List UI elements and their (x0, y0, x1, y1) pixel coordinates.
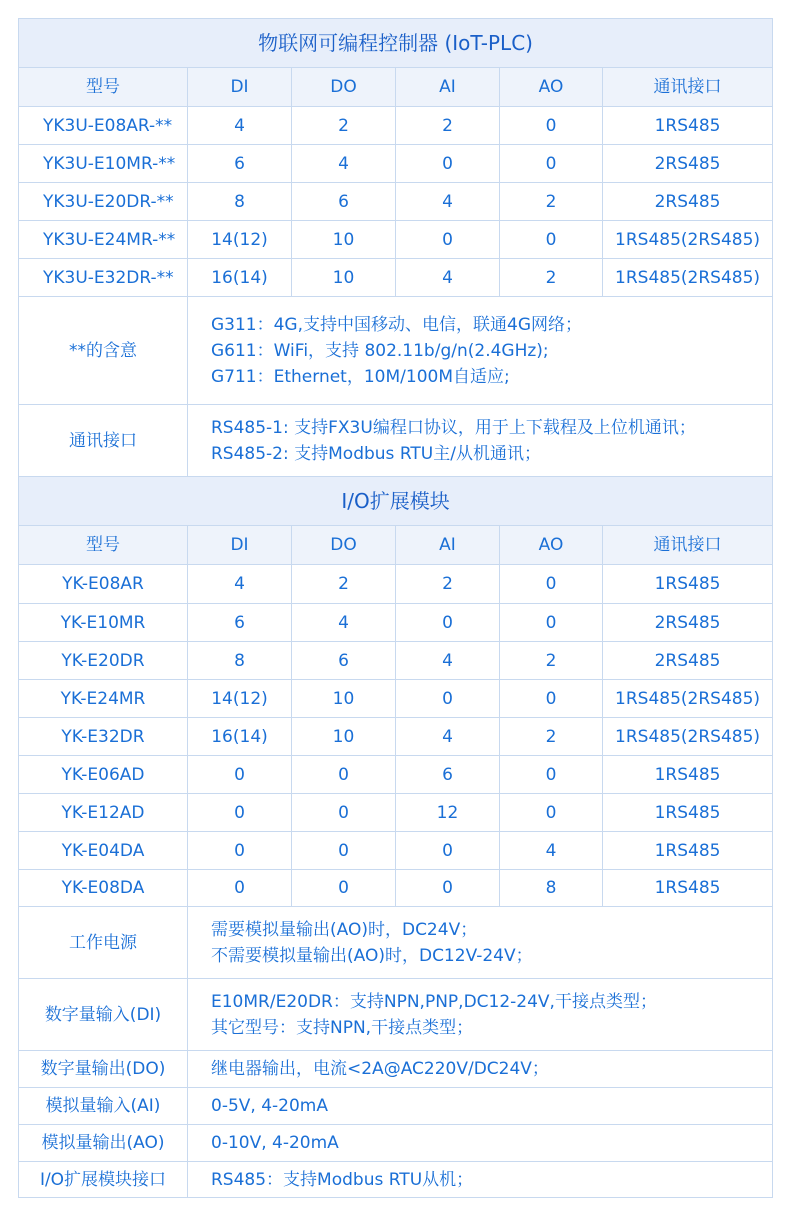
note-row (19, 1162, 773, 1198)
note-line: 0-5V, 4-20mA (211, 1096, 328, 1116)
value-cell: 1RS485 (603, 107, 773, 145)
value-cell: 2RS485 (603, 183, 773, 221)
note-description (188, 979, 773, 1051)
value-cell: 0 (292, 870, 396, 907)
value-cell: 0 (500, 565, 603, 604)
column-header: DO (292, 68, 396, 107)
note-line: G711：Ethernet，10M/100M自适应; (211, 366, 510, 387)
value-cell: 2 (292, 107, 396, 145)
column-header: AI (396, 68, 500, 107)
value-cell: 0 (396, 145, 500, 183)
note-description (188, 1088, 773, 1125)
value-cell: 4 (396, 718, 500, 756)
model-cell: YK3U-E32DR-** (19, 259, 188, 297)
model-cell: YK3U-E20DR-** (19, 183, 188, 221)
note-row (19, 1125, 773, 1162)
column-header: AO (500, 68, 603, 107)
value-cell: 2RS485 (603, 145, 773, 183)
note-description (188, 405, 773, 477)
note-line: E10MR/E20DR：支持NPN,PNP,DC12-24V,干接点类型； (211, 991, 657, 1012)
value-cell: 0 (292, 756, 396, 794)
model-cell: YK-E12AD (19, 794, 188, 832)
table-title: I/O扩展模块 (19, 477, 773, 526)
value-cell: 6 (188, 604, 292, 642)
model-cell: YK-E08DA (19, 870, 188, 907)
value-cell: 10 (292, 718, 396, 756)
value-cell: 6 (396, 756, 500, 794)
plc-spec-table (18, 18, 773, 477)
model-cell: YK-E06AD (19, 756, 188, 794)
value-cell: 0 (500, 680, 603, 718)
value-cell: 4 (500, 832, 603, 870)
note-label: 通讯接口 (19, 405, 188, 477)
value-cell: 0 (396, 604, 500, 642)
value-cell: 0 (292, 794, 396, 832)
value-cell: 2RS485 (603, 642, 773, 680)
value-cell: 0 (396, 680, 500, 718)
value-cell: 6 (292, 183, 396, 221)
value-cell: 0 (500, 145, 603, 183)
value-cell: 8 (188, 183, 292, 221)
value-cell: 0 (396, 870, 500, 907)
note-line: 需要模拟量输出(AO)时，DC24V； (211, 919, 478, 940)
note-row (19, 907, 773, 979)
table-row (19, 680, 773, 718)
model-cell: YK-E20DR (19, 642, 188, 680)
value-cell: 4 (292, 604, 396, 642)
value-cell: 6 (292, 642, 396, 680)
value-cell: 0 (188, 870, 292, 907)
value-cell: 0 (500, 221, 603, 259)
value-cell: 2 (500, 259, 603, 297)
note-line: RS485-2: 支持Modbus RTU主/从机通讯； (211, 443, 541, 464)
value-cell: 14(12) (188, 680, 292, 718)
header-row (19, 68, 773, 107)
value-cell: 8 (188, 642, 292, 680)
note-row (19, 1051, 773, 1088)
model-cell: YK3U-E24MR-** (19, 221, 188, 259)
note-line: RS485-1: 支持FX3U编程口协议，用于上下载程及上位机通讯； (211, 417, 696, 438)
table-row (19, 221, 773, 259)
value-cell: 8 (500, 870, 603, 907)
model-cell: YK3U-E08AR-** (19, 107, 188, 145)
note-row (19, 979, 773, 1051)
table-row (19, 718, 773, 756)
note-label: 工作电源 (19, 907, 188, 979)
value-cell: 16(14) (188, 718, 292, 756)
table-row (19, 756, 773, 794)
value-cell: 4 (396, 259, 500, 297)
value-cell: 2 (500, 718, 603, 756)
value-cell: 2 (500, 183, 603, 221)
value-cell: 1RS485(2RS485) (603, 718, 773, 756)
column-header: 通讯接口 (603, 68, 773, 107)
value-cell: 0 (188, 794, 292, 832)
value-cell: 0 (396, 832, 500, 870)
note-description (188, 1051, 773, 1088)
table-row (19, 145, 773, 183)
value-cell: 1RS485 (603, 794, 773, 832)
model-cell: YK-E08AR (19, 565, 188, 604)
note-label: 数字量输入(DI) (19, 979, 188, 1051)
model-cell: YK-E10MR (19, 604, 188, 642)
model-cell: YK-E04DA (19, 832, 188, 870)
value-cell: 0 (500, 756, 603, 794)
column-header: DO (292, 526, 396, 565)
value-cell: 4 (188, 565, 292, 604)
note-line: 不需要模拟量输出(AO)时，DC12V-24V； (211, 945, 533, 966)
column-header: 通讯接口 (603, 526, 773, 565)
value-cell: 0 (396, 221, 500, 259)
value-cell: 2RS485 (603, 604, 773, 642)
note-label: 数字量输出(DO) (19, 1051, 188, 1088)
column-header: AO (500, 526, 603, 565)
column-header: 型号 (19, 68, 188, 107)
value-cell: 1RS485(2RS485) (603, 259, 773, 297)
table-row (19, 870, 773, 907)
title-row (19, 477, 773, 526)
value-cell: 1RS485(2RS485) (603, 221, 773, 259)
note-line: G611：WiFi，支持 802.11b/g/n(2.4GHz); (211, 340, 549, 361)
value-cell: 0 (500, 794, 603, 832)
note-description (188, 907, 773, 979)
value-cell: 0 (188, 756, 292, 794)
value-cell: 2 (500, 642, 603, 680)
table-row (19, 642, 773, 680)
value-cell: 2 (396, 565, 500, 604)
value-cell: 0 (188, 832, 292, 870)
model-cell: YK-E32DR (19, 718, 188, 756)
value-cell: 4 (396, 642, 500, 680)
value-cell: 10 (292, 221, 396, 259)
value-cell: 1RS485 (603, 756, 773, 794)
value-cell: 4 (396, 183, 500, 221)
value-cell: 0 (292, 832, 396, 870)
note-line: 继电器输出，电流<2A@AC220V/DC24V； (211, 1059, 549, 1079)
note-row (19, 297, 773, 405)
value-cell: 2 (292, 565, 396, 604)
note-row (19, 1088, 773, 1125)
value-cell: 0 (500, 604, 603, 642)
model-cell: YK-E24MR (19, 680, 188, 718)
value-cell: 4 (188, 107, 292, 145)
note-description (188, 297, 773, 405)
model-cell: YK3U-E10MR-** (19, 145, 188, 183)
note-row (19, 405, 773, 477)
title-row (19, 19, 773, 68)
value-cell: 1RS485 (603, 565, 773, 604)
value-cell: 14(12) (188, 221, 292, 259)
column-header: 型号 (19, 526, 188, 565)
column-header: DI (188, 526, 292, 565)
note-description (188, 1162, 773, 1198)
table-row (19, 183, 773, 221)
value-cell: 6 (188, 145, 292, 183)
note-label: 模拟量输入(AI) (19, 1088, 188, 1125)
io-module-table (18, 476, 773, 1198)
table-row (19, 259, 773, 297)
table-row (19, 565, 773, 604)
note-label: I/O扩展模块接口 (19, 1162, 188, 1198)
value-cell: 10 (292, 259, 396, 297)
table-row (19, 832, 773, 870)
value-cell: 1RS485 (603, 832, 773, 870)
value-cell: 1RS485 (603, 870, 773, 907)
header-row (19, 526, 773, 565)
note-line: G311：4G,支持中国移动、电信，联通4G网络； (211, 314, 583, 335)
note-label: **的含意 (19, 297, 188, 405)
table-row (19, 107, 773, 145)
value-cell: 1RS485(2RS485) (603, 680, 773, 718)
note-label: 模拟量输出(AO) (19, 1125, 188, 1162)
note-line: 0-10V, 4-20mA (211, 1133, 339, 1153)
note-line: 其它型号：支持NPN,干接点类型； (211, 1017, 474, 1038)
value-cell: 4 (292, 145, 396, 183)
value-cell: 2 (396, 107, 500, 145)
column-header: AI (396, 526, 500, 565)
table-row (19, 604, 773, 642)
note-line: RS485：支持Modbus RTU从机； (211, 1169, 474, 1190)
table-title: 物联网可编程控制器 (IoT-PLC) (19, 19, 773, 68)
value-cell: 0 (500, 107, 603, 145)
value-cell: 10 (292, 680, 396, 718)
value-cell: 16(14) (188, 259, 292, 297)
table-row (19, 794, 773, 832)
column-header: DI (188, 68, 292, 107)
value-cell: 12 (396, 794, 500, 832)
note-description (188, 1125, 773, 1162)
